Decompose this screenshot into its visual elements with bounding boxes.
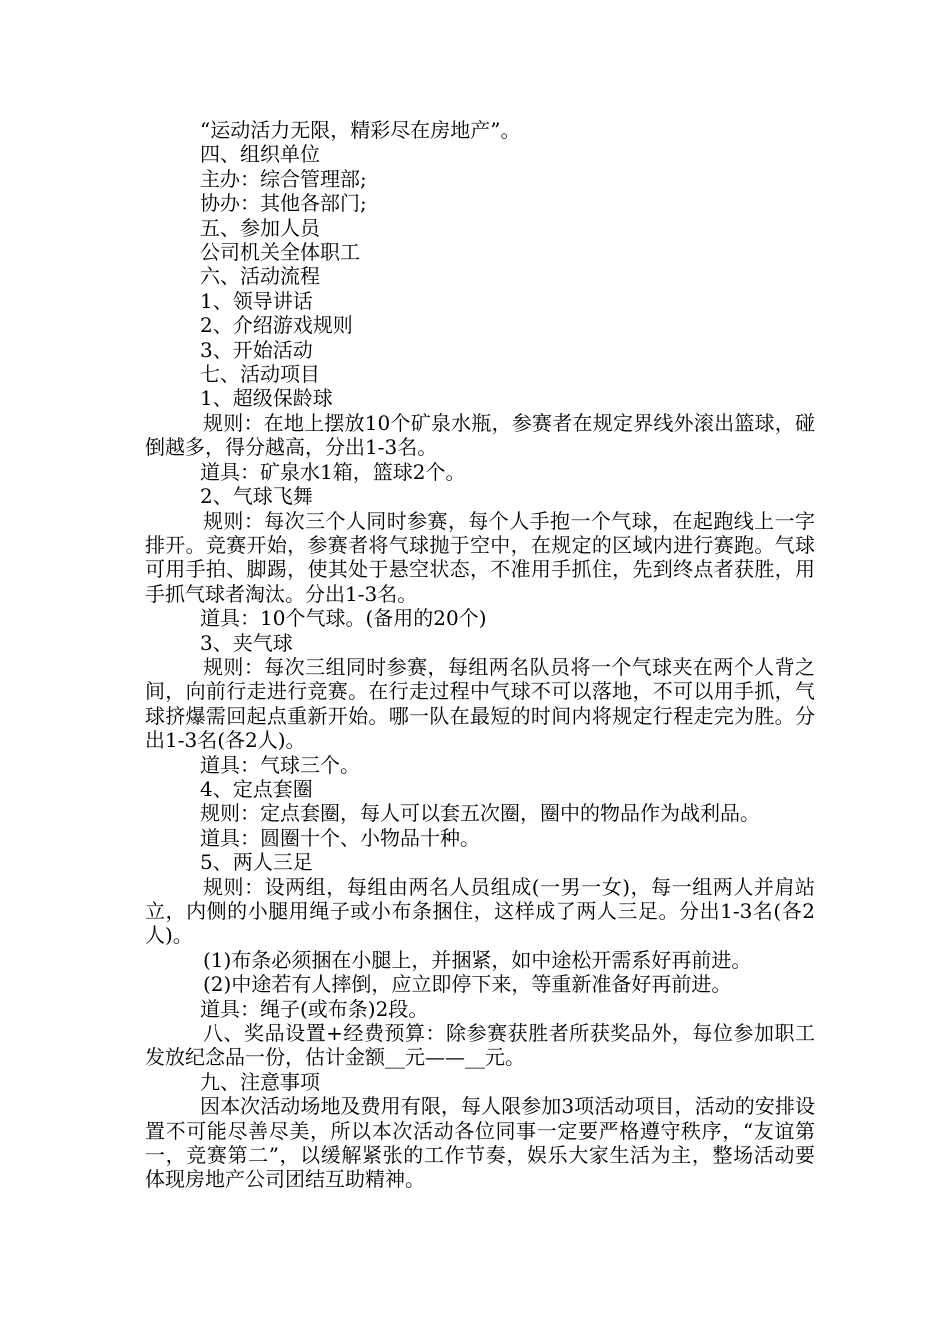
document-body [145, 118, 815, 1192]
process-step-2: 2、介绍游戏规则 [200, 313, 353, 338]
notes-paragraph: 因本次活动场地及费用有限，每人限参加3项活动项目，活动的安排设置不可能尽善尽美，所以本次活动各位同事一定要严格遵守秩序，“友谊第一，竞赛第二”，以缓解紧张的工作节奏，娱乐大家生活为主，整场活动要体现房地产公司团结互助精神。 [145, 1094, 815, 1192]
event-5-title: 5、两人三足 [200, 850, 313, 875]
event-5-note-2: (2)中途若有人摔倒，应立即停下来，等重新准备好再前进。 [203, 972, 732, 997]
event-4-title: 4、定点套圈 [200, 776, 313, 801]
host-line: 主办：综合管理部; [200, 166, 367, 191]
slogan-line: “运动活力无限，精彩尽在房地产”。 [200, 118, 521, 142]
event-4-props: 道具：圆圈十个、小物品十种。 [200, 825, 480, 850]
event-5-rules: 规则：设两组，每组由两名人员组成(一男一女)，每一组两人并肩站立，内侧的小腿用绳子或小布条捆住，这样成了两人三足。分出1-3名(各2人)。 [145, 874, 815, 948]
section-heading-notes: 九、注意事项 [200, 1069, 320, 1094]
event-5-props: 道具：绳子(或布条)2段。 [200, 996, 429, 1021]
event-1-title: 1、超级保龄球 [200, 386, 333, 411]
event-3-props: 道具：气球三个。 [200, 752, 360, 777]
section-heading-organizer: 四、组织单位 [200, 142, 320, 167]
prizes-budget: 八、奖品设置+经费预算：除参赛获胜者所获奖品外，每位参加职工发放纪念品一份，估计金额__元——__元。 [145, 1021, 815, 1070]
event-3-title: 3、夹气球 [200, 630, 293, 655]
event-2-rules: 规则：每次三个人同时参赛，每个人手抱一个气球，在起跑线上一字排开。竞赛开始，参赛者将气球抛于空中，在规定的区域内进行赛跑。气球可用手拍、脚踢，使其处于悬空状态，不准用手抓住，先到终点者获胜，用手抓气球者淘汰。分出1-3名。 [145, 508, 815, 606]
section-heading-participants: 五、参加人员 [200, 215, 320, 240]
event-3-rules: 规则：每次三组同时参赛，每组两名队员将一个气球夹在两个人背之间，向前行走进行竞赛。在行走过程中气球不可以落地，不可以用手抓，气球挤爆需回起点重新开始。哪一队在最短的时间内将规定行程走完为胜。分出1-3名(各2人)。 [145, 654, 815, 753]
event-1-props: 道具：矿泉水1箱，篮球2个。 [200, 459, 466, 484]
event-4-rules: 规则：定点套圈，每人可以套五次圈，圈中的物品作为战利品。 [200, 801, 760, 826]
process-step-3: 3、开始活动 [200, 337, 313, 362]
section-heading-process: 六、活动流程 [200, 264, 320, 289]
event-2-title: 2、气球飞舞 [200, 484, 313, 509]
co-host-line: 协办：其他各部门; [200, 191, 367, 216]
event-2-props: 道具：10个气球。(备用的20个) [200, 606, 487, 631]
participants-line: 公司机关全体职工 [200, 240, 360, 265]
event-1-rules: 规则：在地上摆放10个矿泉水瓶，参赛者在规定界线外滚出篮球，碰倒越多，得分越高，分出1-3名。 [145, 410, 815, 460]
event-5-note-1: (1)布条必须捆在小腿上，并捆紧，如中途松开需系好再前进。 [203, 947, 752, 972]
process-step-1: 1、领导讲话 [200, 288, 313, 313]
section-heading-events: 七、活动项目 [200, 362, 320, 387]
